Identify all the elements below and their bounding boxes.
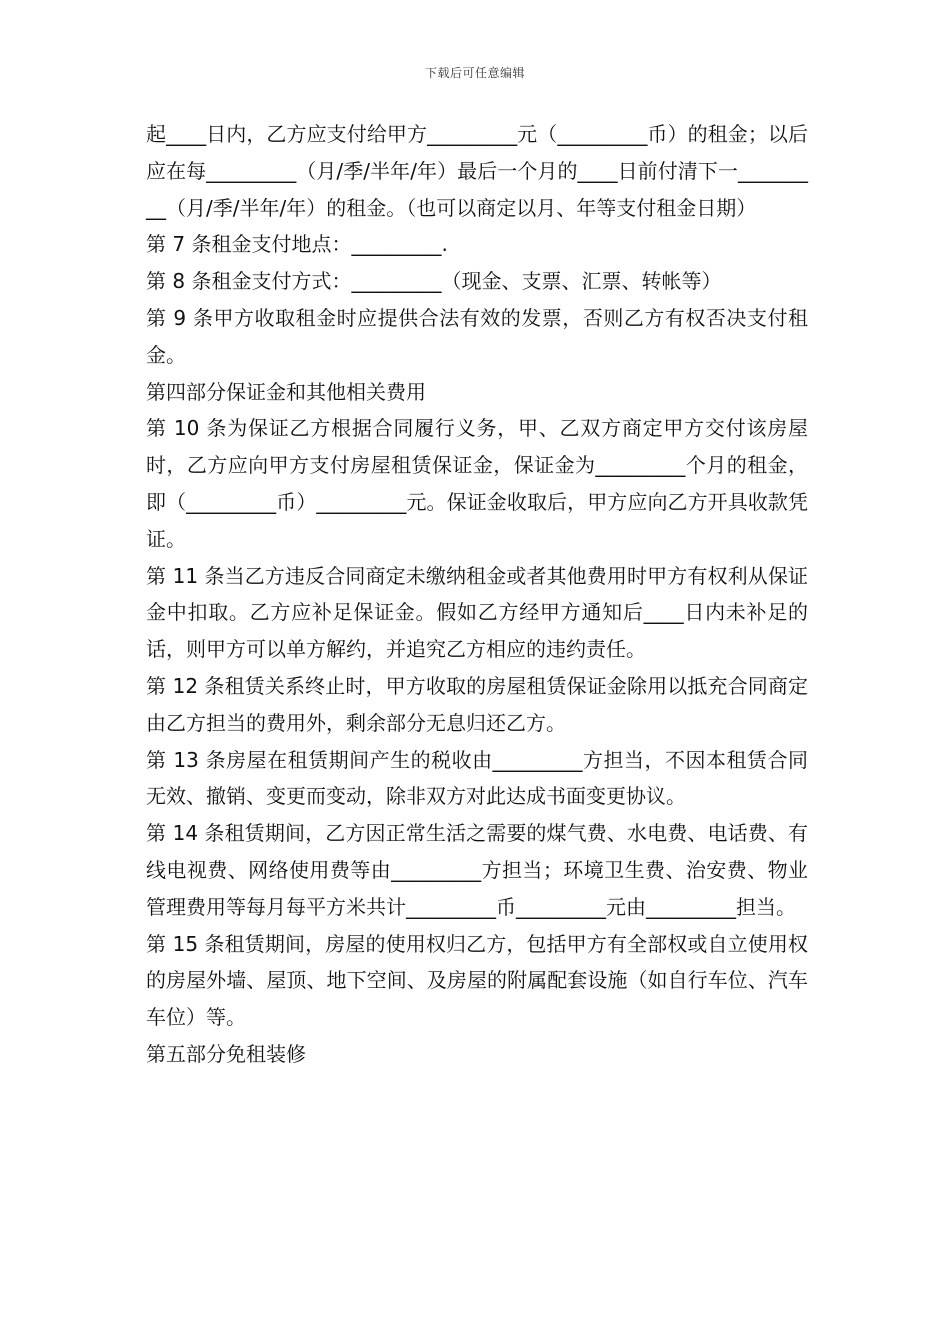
page-header: 下载后可任意编辑 (424, 66, 525, 80)
paragraph-article-13: 第 13 条房屋在租赁期间产生的税收由_________方担当，不因本租赁合同无效、撤销、变更而变动，除非双方对此达成书面变更协议。 (146, 747, 808, 809)
section-heading-part-4: 第四部分保证金和其他相关费用 (146, 379, 426, 404)
paragraph-article-8: 第 8 条租金支付方式：_________（现金、支票、汇票、转帐等） (146, 269, 722, 294)
paragraph-article-9: 第 9 条甲方收取租金时应提供合法有效的发票，否则乙方有权否决支付租金。 (146, 305, 808, 367)
paragraph-rent-payment-schedule: 起____日内，乙方应支付给甲方_________元（_________币）的租金；以后应在每_________（月/季/半年/年）最后一个月的____日前付清下一_________（月/季/半年/年）的租金。（也可以商定以月、年等支付租金日期） (146, 122, 808, 220)
document-body (146, 116, 808, 1073)
section-heading-part-5: 第五部分免租装修 (146, 1041, 306, 1066)
paragraph-article-15: 第 15 条租赁期间，房屋的使用权归乙方，包括甲方有全部权或自立使用权的房屋外墙、屋顶、地下空间、及房屋的附属配套设施（如自行车位、汽车车位）等。 (146, 931, 808, 1030)
paragraph-article-14: 第 14 条租赁期间，乙方因正常生活之需要的煤气费、水电费、电话费、有线电视费、网络使用费等由_________方担当；环境卫生费、治安费、物业管理费用等每月每平方米共计_________币_________元由_________担当。 (146, 821, 808, 919)
paragraph-article-11: 第 11 条当乙方违反合同商定未缴纳租金或者其他费用时甲方有权利从保证金中扣取。乙方应补足保证金。假如乙方经甲方通知后____日内未补足的话，则甲方可以单方解约，并追究乙方相应的违约责任。 (146, 563, 808, 662)
paragraph-article-10: 第 10 条为保证乙方根据合同履行义务，甲、乙双方商定甲方交付该房屋时，乙方应向甲方支付房屋租赁保证金，保证金为_________个月的租金，即（_________币）_________元。保证金收取后，甲方应向乙方开具收款凭证。 (146, 416, 808, 551)
paragraph-article-7: 第 7 条租金支付地点：_________. (146, 232, 448, 257)
paragraph-article-12: 第 12 条租赁关系终止时，甲方收取的房屋租赁保证金除用以抵充合同商定由乙方担当的费用外，剩余部分无息归还乙方。 (146, 673, 808, 735)
